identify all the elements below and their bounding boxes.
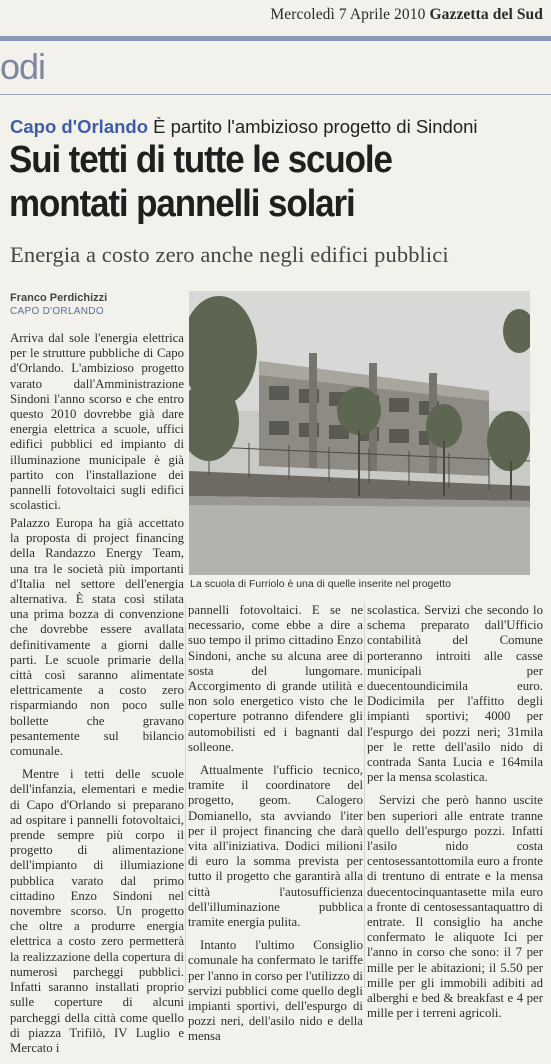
byline-city: CAPO D'ORLANDO (10, 306, 104, 317)
kicker (10, 116, 478, 138)
subheadline: Energia a costo zero anche negli edifici pubblici (10, 242, 449, 267)
school-photo (189, 291, 530, 575)
article-column-1-top (10, 331, 184, 521)
newspaper-name: Gazzetta del Sud (429, 6, 543, 23)
article-paragraph: Intanto l'ultimo Consiglio comunale ha confermato le tariffe per l'anno in corso per l'utilizzo di servizi pubblici come quello degli impianti sportivi, dell'espurgo di pozzi neri, dell'asilo nido e della mensa (188, 938, 363, 1044)
article-paragraph: Servizi che però hanno uscite ben superiori alle entrate tranne quello dell'espurgo pozzi. Infatti l'asilo nido costa centosessantottomila euro a fronte di trentuno di entrate e la mensa duecentocinquantasette mila euro a fronte di centosessantaquattro di entrate. Il consiglio ha anche confermato le aliquote Ici per l'anno in corso che sono: il 7 per mille per le abitazioni; il 5.50 per mille per gli immobili adibiti ad alberghi e bed & breakfast e 4 per mille per i terreni agricoli. (367, 793, 543, 1021)
article-column-2 (188, 603, 363, 1053)
masthead-date (270, 6, 543, 24)
masthead (0, 0, 551, 34)
byline (10, 292, 107, 317)
article-paragraph: Attualmente l'ufficio tecnico, tramite il coordinatore del progetto, geom. Calogero Domianello, sta avviando l'iter per il project financing che darà vita all'iniziativa. Dodici milioni di euro la somma prevista per tutto il progetto che garantirà alla città l'autosufficienza dell'illuminazione pubblica tramite energia pulita. (188, 763, 363, 930)
article-paragraph: scolastica. Servizi che secondo lo schema preparato dall'Ufficio contabilità del Comune porteranno introiti alle casse municipali per duecentoundicimila euro. Dodicimila per l'affitto degli impianti sportivi; 4000 per l'espurgo dei pozzi neri; 31mila per le rette dell'asilo nido di contrada Santa Lucia e 164mila per la mensa scolastica. (367, 603, 543, 785)
article-paragraph: pannelli fotovoltaici. E se ne necessario, come ebbe a dire a suo tempo il primo cittadino Enzo Sindoni, anche su alcuna aree di sosta del lungomare. Accorgimento di grande utilità e non solo energetico visto che le coperture potranno difendere gli automobilisti ed i bagnanti dal solleone. (188, 603, 363, 754)
article-column-3 (367, 603, 543, 1029)
article-paragraph: Palazzo Europa ha già accettato la proposta di project financing della Randazzo Energy Team, una tra le società più importanti d'Italia nel settore dell'energia alternativa. È stata così stilata una prima bozza di convenzione che dovrebbe essere avallata definitivamente a giorni dalle parti. Le scuole primarie della città così saranno alimentate elettricamente a costo zero risparmiando non poco sulle bollette che gravano pesantemente sul bilancio comunale. (10, 516, 184, 759)
article-paragraph: Mentre i tetti delle scuole dell'infanzia, elementari e medie di Capo d'Orlando si preparano ad ospitare i pannelli fotovoltaici, prende sempre più corpo il progetto di alimentazione dell'impianto di illumiazione pubblica varato dal primo cittadino Enzo Sindoni nel novembre scorso. Un progetto che oltre a produrre energia elettrica a costo zero permetterà la realizzazione della copertura di numerosi parcheggi pubblici. Infatti saranno installati proprio sulle coperture di alcuni parcheggi della città come quello di piazza Trifilò, IV Luglio e Mercato i (10, 767, 184, 1055)
column-divider (185, 603, 186, 988)
kicker-text: È partito l'ambizioso progetto di Sindoni (153, 116, 478, 137)
issue-date: Mercoledì 7 Aprile 2010 (270, 6, 426, 23)
column-divider (364, 603, 365, 988)
headline-line-1: Sui tetti di tutte le scuole (9, 139, 392, 181)
school-building-image (189, 291, 530, 575)
article-paragraph: Arriva dal sole l'energia elettrica per le strutture pubbliche di Capo d'Orlando. L'ambizioso progetto varato dall'Amministrazione Sindoni l'anno scorso e che entro questo 2010 dovrebbe già dare energia elettrica a scuole, uffici edifici pubblici ed impianto di illuminazione municipale è già partito con l'installazione dei pannelli fotovoltaici sugli edifici scolastici. (10, 331, 184, 513)
photo-caption: La scuola di Furriolo è una di quelle inserite nel progetto (190, 578, 451, 590)
section-bar (0, 36, 551, 41)
section-divider (0, 94, 551, 95)
headline (9, 138, 506, 226)
kicker-place: Capo d'Orlando (10, 116, 149, 137)
headline-line-2: montati pannelli solari (9, 183, 355, 225)
article-column-1-bottom (10, 516, 184, 1064)
section-name: odi (0, 46, 46, 87)
byline-author: Franco Perdichizzi (10, 292, 108, 304)
